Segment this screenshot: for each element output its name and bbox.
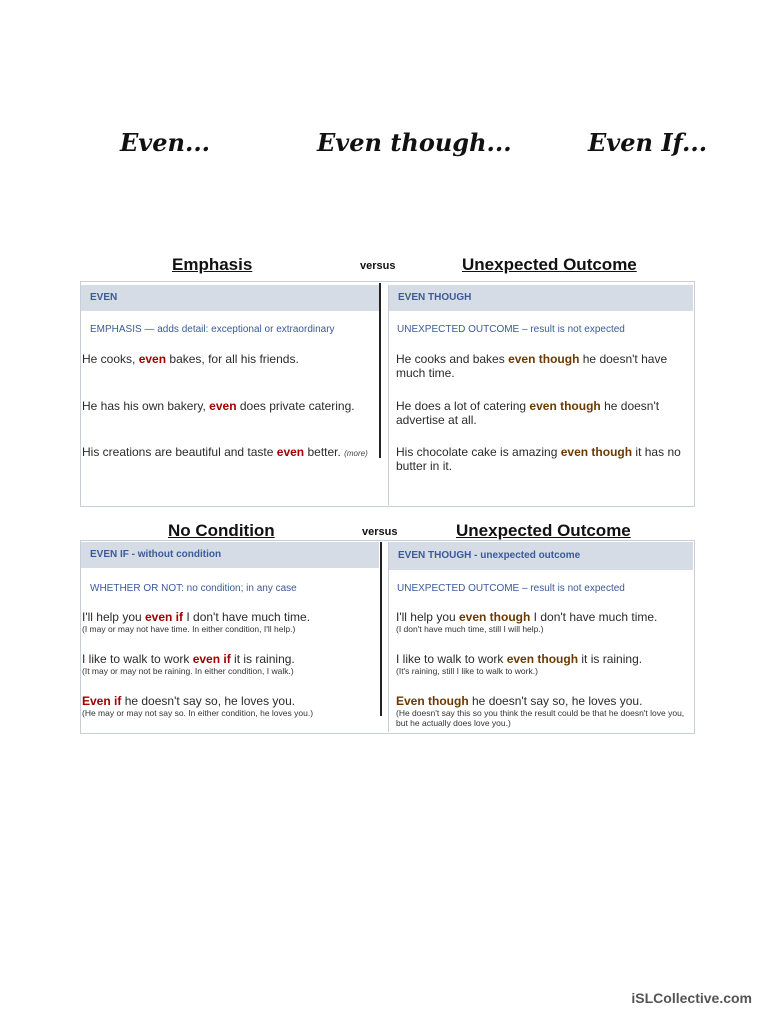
header-even-though-2: EVEN THOUGH - unexpected outcome [389, 542, 693, 570]
header-even: EVEN [81, 285, 379, 311]
sub-unexpected-2: UNEXPECTED OUTCOME – result is not expected [397, 583, 625, 594]
sub-emphasis: EMPHASIS — adds detail: exceptional or extraordinary [90, 324, 335, 335]
column-divider-2 [388, 542, 389, 732]
heading-no-condition: No Condition [168, 521, 275, 540]
example-unexpected-1: He cooks and bakes even though he doesn't have much time. [396, 352, 668, 380]
keyword: even though [529, 399, 601, 413]
keyword: even if [145, 610, 184, 624]
sub-whether-or-not: WHETHER OR NOT: no condition; in any case [90, 583, 297, 594]
example-even-though-1: I'll help you even though I don't have much time. [396, 610, 658, 624]
example-unexpected-2: He does a lot of catering even though he doesn't advertise at all. [396, 399, 660, 427]
keyword: even though [560, 445, 633, 459]
title-even-though: Even though... [317, 128, 512, 157]
center-rule-2 [380, 542, 382, 716]
header-even-though: EVEN THOUGH [389, 285, 693, 311]
comparison-table-1 [80, 281, 695, 507]
explanation-even-if-3: (He may or may not say so. In either condition, he loves you.) [82, 708, 314, 718]
example-even-though-3: Even though he doesn't say so, he loves you. [396, 694, 643, 708]
example-emphasis-2: He has his own bakery, even does private catering. [82, 399, 355, 413]
keyword: Even if [82, 694, 122, 708]
keyword: Even though [396, 694, 469, 708]
center-rule-1 [379, 283, 381, 458]
explanation-even-if-1: (I may or may not have time. In either condition, I'll help.) [82, 624, 296, 634]
column-divider-1 [388, 285, 389, 505]
keyword: even though [506, 652, 579, 666]
title-even-if: Even If... [588, 128, 708, 157]
keyword: even if [192, 652, 231, 666]
site-watermark: iSLCollective.com [631, 990, 752, 1006]
keyword: even [276, 445, 305, 459]
comparison-table-2 [80, 540, 695, 734]
versus-label-2: versus [362, 526, 398, 538]
example-even-though-2: I like to walk to work even though it is raining. [396, 652, 643, 666]
explanation-even-if-2: (It may or may not be raining. In either condition, I walk.) [82, 666, 294, 676]
example-even-if-2: I like to walk to work even if it is raining. [82, 652, 295, 666]
heading-emphasis: Emphasis [172, 255, 253, 274]
explanation-even-though-3: (He doesn't say this so you think the result could be that he doesn't love you, but he actually does love you.) [396, 708, 685, 728]
keyword: even though [459, 610, 531, 624]
example-emphasis-3: His creations are beautiful and taste even better. (more) [82, 445, 368, 459]
keyword: even [209, 399, 237, 413]
title-even: Even... [120, 128, 211, 157]
explanation-even-though-1: (I don't have much time, still I will help.) [396, 624, 544, 634]
more-link[interactable]: (more) [344, 449, 368, 458]
example-emphasis-1: He cooks, even bakes, for all his friends. [82, 352, 299, 366]
keyword: even though [508, 352, 580, 366]
example-even-if-1: I'll help you even if I don't have much time. [82, 610, 311, 624]
keyword: even [138, 352, 167, 366]
header-even-if: EVEN IF - without condition [81, 542, 379, 568]
heading-unexpected-outcome-1: Unexpected Outcome [462, 255, 637, 274]
sub-unexpected-1: UNEXPECTED OUTCOME – result is not expected [397, 324, 625, 335]
explanation-even-though-2: (It's raining, still I like to walk to work.) [396, 666, 538, 676]
example-even-if-3: Even if he doesn't say so, he loves you. [82, 694, 296, 708]
versus-label-1: versus [360, 260, 396, 272]
example-unexpected-3: His chocolate cake is amazing even though it has no butter in it. [396, 445, 681, 473]
heading-unexpected-outcome-2: Unexpected Outcome [456, 521, 631, 540]
